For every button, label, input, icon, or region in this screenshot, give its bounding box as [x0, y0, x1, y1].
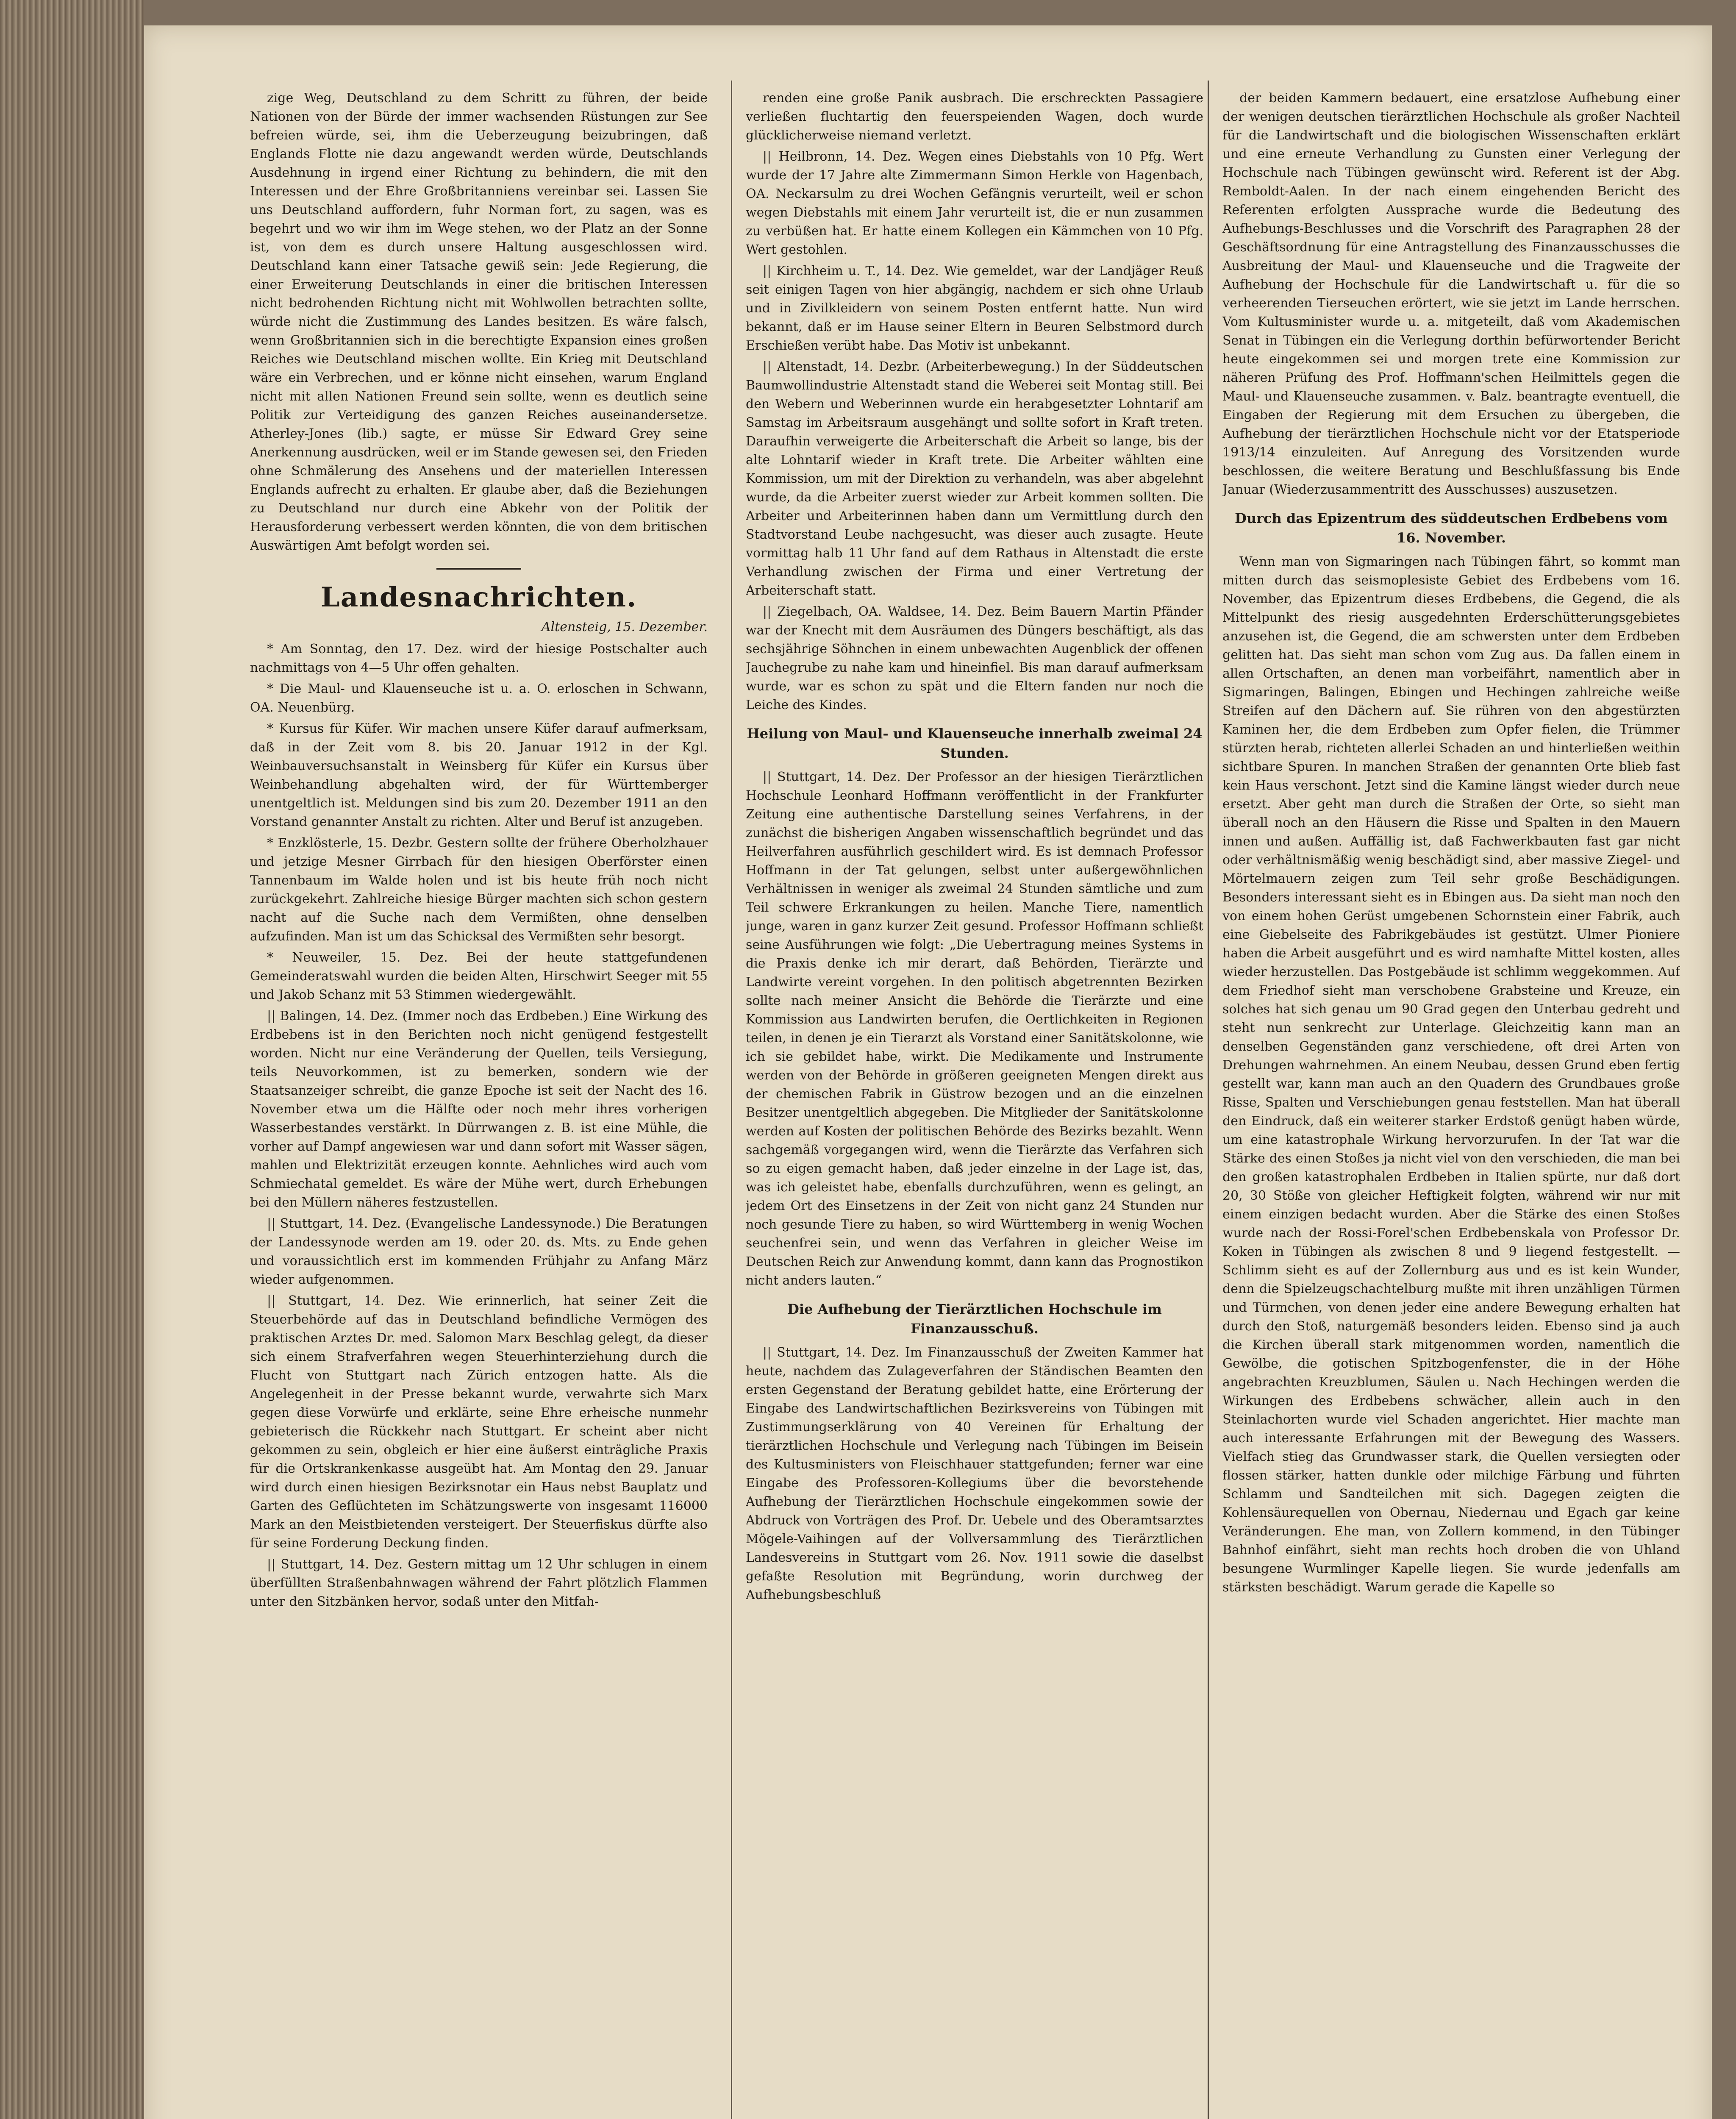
dateline: Altensteig, 15. Dezember. [541, 620, 708, 634]
column-rule [731, 81, 732, 2119]
article-paragraph: || Kirchheim u. T., 14. Dez. Wie gemeldet, war der Landjäger Reuß seit einigen Tagen von hier abgängig, nachdem er sich ohne Urlaub und in Zivilkleidern von seinem Posten entfernt hatte. Nun wird bekannt, daß er im Hause seiner Eltern in Beuren Selbstmord durch Erschießen verübt habe. Das Motiv ist unbekannt. [746, 264, 1203, 353]
article-paragraph: * Am Sonntag, den 17. Dez. wird der hiesige Postschalter auch nachmittags von 4—5 Uhr offen gehalten. [250, 642, 708, 675]
article-paragraph: der beiden Kammern bedauert, eine ersatzlose Aufhebung einer der wenigen deutschen tierärztlichen Hochschule als großer Nachteil für die Landwirtschaft und die biologischen Wissenschaften erklärt und eine erneute Verhandlung zu Gunsten einer Verlegung der Hochschule nach Tübingen gewünscht wird. Referent ist der Abg. Remboldt-Aalen. In der nach einem eingehenden Bericht des Referenten erfolgten Aussprache wurde die Bedeutung des Aufhebungs-Beschlusses und die Vorschrift des Paragraphen 28 der Geschäftsordnung für eine Antragstellung des Finanzausschusses die Ausbreitung der Maul- und Klauenseuche und die Tragweite der Aufhebung der Hochschule für die Landwirtschaft u. für die so verheerenden Tierseuchen erörtert, wie sie jetzt im Lande herrschen. Vom Kultusminister wurde u. a. mitgeteilt, daß vom Akademischen Senat in Tübingen ein die Verlegung dorthin befürwortender Bericht heute eingekommen sei und morgen trete eine Kommission zur näheren Prüfung des Prof. Hoffmann'schen Heilmittels gegen die Maul- und Klauenseuche zusammen. v. Balz. beantragte eventuell, die Eingaben der Regierung mit dem Ersuchen zu übergeben, die Aufhebung der tierärztlichen Hochschule nicht vor der Etatsperiode 1913/14 einzuleiten. Auf Anregung des Vorsitzenden wurde beschlossen, die weitere Beratung und Beschlußfassung bis Ende Januar (Wiederzusammentritt des Ausschusses) auszusetzen. [1222, 91, 1680, 497]
article-paragraph: * Die Maul- und Klauenseuche ist u. a. O. erloschen in Schwann, OA. Neuenbürg. [250, 681, 708, 715]
article-paragraph: || Stuttgart, 14. Dez. (Evangelische Landessynode.) Die Beratungen der Landessynode werden am 19. oder 20. ds. Mts. zu Ende gehen und voraussichtlich erst im kommenden Frühjahr zu Anfang März wieder aufgenommen. [250, 1216, 708, 1287]
book-binding-edge [0, 0, 144, 2119]
article-headline: Durch das Epizentrum des süddeutschen Erdbebens vom 16. November. [1235, 510, 1668, 546]
section-title: Landesnachrichten. [320, 581, 637, 613]
article-paragraph: || Ziegelbach, OA. Waldsee, 14. Dez. Beim Bauern Martin Pfänder war der Knecht mit dem Ausräumen des Düngers beschäftigt, als das sechsjährige Söhnchen in einem unbewachten Augenblick der offenen Jauchegrube zu nahe kam und hineinfiel. Bis man darauf aufmerksam wurde, war es schon zu spät und die Eltern fanden nur noch die Leiche des Kindes. [746, 604, 1203, 712]
article-headline: Heilung von Maul- und Klauenseuche innerhalb zweimal 24 Stunden. [747, 726, 1203, 761]
article-paragraph: zige Weg, Deutschland zu dem Schritt zu führen, der beide Nationen von der Bürde der immer wachsenden Rüstungen zur See befreien würde, sei, ihm die Ueberzeugung beizubringen, daß Englands Flotte nie dazu angewandt werden würde, Deutschlands Ausdehnung in irgend einer Richtung zu behindern, die mit den Interessen und der Ehre Großbritanniens vereinbar sei. Lassen Sie uns Deutschland auffordern, fuhr Norman fort, zu sagen, was es begehrt und wo wir ihm im Wege stehen, wo der Platz an der Sonne ist, von dem es durch unsere Haltung ausgeschlossen wird. Deutschland kann einer Tatsache gewiß sein: Jede Regierung, die einer Erweiterung Deutschlands in einer die britischen Interessen nicht bedrohenden Richtung nicht mit Wohlwollen betrachten sollte, würde nicht die Zustimmung des Landes besitzen. Es wäre falsch, wenn Großbritannien sich in die berechtigte Expansion eines großen Reiches wie Deutschland mischen wollte. Ein Krieg mit Deutschland wäre ein Verbrechen, und er könne nicht einsehen, warum England nicht mit allen Nationen Freund sein sollte, wenn es deutlich seine Politik zur Verteidigung des ganzen Reiches auseinandersetze. Atherley-Jones (lib.) sagte, er müsse Sir Edward Grey seine Anerkennung ausdrücken, weil er im Stande gewesen sei, den Frieden ohne Schmälerung des Ansehens und der materiellen Interessen Englands aufrecht zu erhalten. Er glaube aber, daß die Beziehungen zu Deutschland nur durch eine Abkehr von der Politik der Herausforderung verbessert werden könnten, die von dem britischen Auswärtigen Amt befolgt worden sei. [250, 91, 708, 553]
article-paragraph: || Stuttgart, 14. Dez. Der Professor an der hiesigen Tierärztlichen Hochschule Leonhard Hoffmann veröffentlicht in der Frankfurter Zeitung eine authentische Darstellung seines Verfahrens, in der zunächst die bisherigen Angaben wissenschaftlich begründet und das Heilverfahren ausführlich geschildert wird. Es ist demnach Professor Hoffmann in der Tat gelungen, selbst unter außergewöhnlichen Verhältnissen in weniger als zweimal 24 Stunden sämtliche und zum Teil schwere Erkrankungen zu heilen. Manche Tiere, namentlich junge, waren in ganz kurzer Zeit gesund. Professor Hoffmann schließt seine Ausführungen wie folgt: „Die Uebertragung meines Systems in die Praxis denke ich mir derart, daß Behörden, Tierärzte und Landwirte vereint vorgehen. In den politisch abgetrennten Bezirken sollte nach meiner Ansicht die Behörde die Tierärzte und eine Kommission aus Landwirten berufen, die Oertlichkeiten in Regionen teilen, in denen je ein Tierarzt als Vorstand einer Sanitätskolonne, wie ich sie gebildet habe, wirkt. Die Medikamente und Instrumente werden von der Behörde in größeren geeigneten Mengen direkt aus der chemischen Fabrik in Güstrow bezogen und an die einzelnen Besitzer unentgeltlich abgegeben. Die Mitglieder der Sanitätskolonne werden auf Kosten der politischen Behörde des Bezirks bezahlt. Wenn sachgemäß vorgegangen wird, wenn die Tierärzte das Verfahren sich so zu eigen gemacht haben, daß jeder einzelne in der Lage ist, das, was ich geleistet habe, ebenfalls durchzuführen, wenn es gelingt, an jedem Ort des Einsetzens in der Zeit von nicht ganz 24 Stunden nur noch gesunde Tiere zu haben, so wird Württemberg in wenig Wochen seuchenfrei sein, und wenn das Verfahren in gleicher Weise im Deutschen Reich zur Anwendung kommt, dann kann das Prognostikon nicht anders lauten.“ [746, 770, 1203, 1288]
column-2 [746, 89, 1203, 2119]
article-paragraph: * Neuweiler, 15. Dez. Bei der heute stattgefundenen Gemeinderatswahl wurden die beiden Alten, Hirschwirt Seeger mit 55 und Jakob Schanz mit 53 Stimmen wiedergewählt. [250, 950, 708, 1002]
article-paragraph: || Altenstadt, 14. Dezbr. (Arbeiterbewegung.) In der Süddeutschen Baumwollindustrie Altenstadt stand die Weberei seit Montag still. Bei den Webern und Weberinnen wurde ein herabgesetzter Lohntarif am Samstag im Arbeitsraum ausgehängt und sollte sofort in Kraft treten. Daraufhin verweigerte die Arbeiterschaft die Arbeit so lange, bis der alte Lohntarif wieder in Kraft trete. Die Arbeiter wählten eine Kommission, um mit der Direktion zu verhandeln, was aber abgelehnt wurde, da die Arbeiter zuerst wieder zur Arbeit kommen sollten. Die Arbeiter und Arbeiterinnen haben dann um Vermittlung durch den Stadtvorstand Leube nachgesucht, was dieser auch zusagte. Heute vormittag halb 11 Uhr fand auf dem Rathaus in Altenstadt die erste Verhandlung zwischen der Firma und einer Vertretung der Arbeiterschaft statt. [746, 359, 1203, 598]
article-paragraph: || Balingen, 14. Dez. (Immer noch das Erdbeben.) Eine Wirkung des Erdbebens ist in den Berichten noch nicht genügend festgestellt worden. Nicht nur eine Veränderung der Quellen, teils Versiegung, teils Neuvorkommen, ist zu bemerken, sondern wie der Staatsanzeiger schreibt, die ganze Epoche ist seit der Nacht des 16. November etwa um die Hälfte oder noch mehr ihres vorherigen Wasserbestandes verstärkt. In Dürrwangen z. B. ist eine Mühle, die vorher auf Dampf angewiesen war und dann sofort mit Wasser sägen, mahlen und Elektrizität erzeugen konnte. Aehnliches wird auch vom Schmiechatal gemeldet. Es wäre der Mühe wert, durch Erhebungen bei den Müllern näheres festzustellen. [250, 1009, 708, 1210]
newspaper-page [144, 25, 1712, 2119]
article-paragraph: || Heilbronn, 14. Dez. Wegen eines Diebstahls von 10 Pfg. Wert wurde der 17 Jahre alte Zimmermann Simon Herkle von Hagenbach, OA. Neckarsulm zu drei Wochen Gefängnis verurteilt, weil er schon wegen Diebstahls mit einem Jahr verurteilt ist, die er nun zusammen zu verbüßen hat. Er hatte einem Kollegen ein Kämmchen von 10 Pfg. Wert gestohlen. [746, 149, 1203, 257]
article-paragraph: || Stuttgart, 14. Dez. Im Finanzausschuß der Zweiten Kammer hat heute, nachdem das Zulageverfahren der Ständischen Beamten den ersten Gegenstand der Beratung gebildet hatte, eine Erörterung der Eingabe des Landwirtschaftlichen Bezirksvereins von Tübingen mit Zustimmungserklärung von 40 Vereinen für Erhaltung der tierärztlichen Hochschule und Verlegung nach Tübingen im Beisein des Kultusministers von Fleischhauer stattgefunden; ferner war eine Eingabe des Professoren-Kollegiums über die bevorstehende Aufhebung der Tierärztlichen Hochschule eingekommen sowie der Abdruck von Vorträgen des Prof. Dr. Uebele und des Oberamtsarztes Mögele-Vaihingen auf der Vollversammlung des Tierärztlichen Landesvereins in Stuttgart vom 26. Nov. 1911 sowie die daselbst gefaßte Resolution mit Begründung, worin durchweg der Aufhebungsbeschluß [746, 1345, 1203, 1602]
article-paragraph: * Kursus für Küfer. Wir machen unsere Küfer darauf aufmerksam, daß in der Zeit vom 8. bis 20. Januar 1912 in der Kgl. Weinbauversuchsanstalt in Weinsberg für Küfer ein Kursus über Weinbehandlung abgehalten wird, der für Württemberger unentgeltlich ist. Meldungen sind bis zum 20. Dezember 1911 an den Vorstand genannter Anstalt zu richten. Alter und Beruf ist anzugeben. [250, 721, 708, 829]
column-1 [250, 89, 708, 2119]
article-paragraph: || Stuttgart, 14. Dez. Wie erinnerlich, hat seiner Zeit die Steuerbehörde auf das in Deutschland befindliche Vermögen des praktischen Arztes Dr. med. Salomon Marx Beschlag gelegt, da dieser sich einem Strafverfahren wegen Steuerhinterziehung durch die Flucht von Stuttgart nach Zürich entzogen hatte. Als die Angelegenheit in der Presse bekannt wurde, verwahrte sich Marx gegen diese Vorwürfe und erklärte, seine Ehre erheische nunmehr gebieterisch die Rückkehr nach Stuttgart. Er scheint aber nicht gekommen zu sein, obgleich er hier eine äußerst einträgliche Praxis für die Ortskrankenkasse ausgeübt hat. Am Montag den 29. Januar wird durch einen hiesigen Bezirksnotar ein Haus nebst Bauplatz und Garten des Geflüchteten im Schätzungswerte von insgesamt 116000 Mark an den Meistbietenden versteigert. Der Steuerfiskus dürfte also für seine Forderung Deckung finden. [250, 1293, 708, 1551]
article-headline: Die Aufhebung der Tierärztlichen Hochschule im Finanzausschuß. [787, 1301, 1162, 1337]
column-3 [1222, 89, 1680, 2119]
article-paragraph: Wenn man von Sigmaringen nach Tübingen fährt, so kommt man mitten durch das seismoplesiste Gebiet des Erdbebens vom 16. November, das Epizentrum dieses Erdbebens, die Gegend, die als Mittelpunkt des riesig ausgedehnten Erderschütterungsgebietes anzusehen ist, die Gegend, die am schwersten unter dem Erdbeben gelitten hat. Das sieht man schon vom Zug aus. Da fallen einem in allen Ortschaften, an denen man vorbeifährt, namentlich aber in Sigmaringen, Balingen, Ebingen und Hechingen zahlreiche weiße Streifen auf den Dächern auf. Sie rühren von den abgestürzten Kaminen her, die dem Erdbeben zum Opfer fielen, die Trümmer stürzten herab, richteten allerlei Schaden an und hinterließen weithin sichtbare Spuren. In manchen Straßen der genannten Orte blieb fast kein Haus verschont. Jetzt sind die Kamine längst wieder durch neue ersetzt. Aber geht man durch die Straßen der Orte, so sieht man überall noch an den Häusern die Risse und Spalten in den Mauern innen und außen. Auffällig ist, daß Fachwerkbauten fast gar nicht oder verhältnismäßig wenig beschädigt sind, aber massive Ziegel- und Mörtelmauern zeigen zum Teil sehr große Beschädigungen. Besonders interessant sieht es in Ebingen aus. Da sieht man noch den von einem hohen Gerüst umgebenen Schornstein einer Fabrik, auch eine Giebelseite des Fabrikgebäudes ist gestützt. Ulmer Pioniere haben die Arbeit ausgeführt und es wird namhafte Mittel kosten, alles wieder herzustellen. Das Postgebäude ist schlimm weggekommen. Auf dem Friedhof sieht man verschobene Grabsteine und Kreuze, ein solches hat sich genau um 90 Grad gegen den Unterbau gedreht und steht nun senkrecht zur Unterlage. Gleichzeitig kann man an denselben Gegenständen ganz verschiedene, oft drei Arten von Drehungen wahrnehmen. An einem Neubau, dessen Grund eben fertig gestellt war, kann man auch an den Quadern des Grundbaues große Risse, Spalten und Verschiebungen genau feststellen. Man hat überall den Eindruck, daß ein weiterer starker Erdstoß genügt haben würde, um eine katastrophale Wirkung hervorzurufen. In der Tat war die Stärke des einen Stoßes ja nicht viel von den verschieden, die man bei den großen katastrophalen Erdbeben in Italien spürte, nur daß dort 20, 30 Stöße von gleicher Heftigkeit folgten, während wir nur mit einem einzigen bedacht wurden. Aber die Stärke des einen Stoßes wurde nach der Rossi-Forel'schen Erdbebenskala von Professor Dr. Koken in Tübingen als zwischen 8 und 9 liegend festgestellt. — Schlimm sieht es auf der Zollernburg aus und es ist kein Wunder, denn die Spielzeugschachtelburg mußte mit ihren unzähligen Türmen und Türmchen, von denen jeder eine andere Bewegung erhalten hat durch den Stoß, naturgemäß besonders leiden. Ebenso sind ja auch die Kirchen überall stark mitgenommen worden, namentlich die Gewölbe, die gotischen Spitzbogenfenster, die in der Höhe angebrachten Kreuzblumen, Säulen u. Nach Hechingen werden die Wirkungen des Erdbebens schwächer, allein auch in den Steinlachorten wurde viel Schaden angerichtet. Hier machte man auch interessante Erfahrungen mit der Bewegung des Wassers. Vielfach stieg das Grundwasser stark, die Quellen versiegten oder flossen stärker, hatten dunkle oder milchige Färbung und führten Schlamm und Sandteilchen mit sich. Dagegen zeigten die Kohlensäurequellen von Obernau, Niedernau und Egach gar keine Veränderungen. Ehe man, von Zollern kommend, in den Tübinger Bahnhof einfährt, sieht man rechts hoch droben die von Uhland besungene Wurmlinger Kapelle liegen. Sie wurde jedenfalls am stärksten beschädigt. Warum gerade die Kapelle so [1222, 554, 1680, 1595]
section-divider [436, 568, 521, 570]
column-rule [1208, 81, 1209, 2119]
article-paragraph: renden eine große Panik ausbrach. Die erschreckten Passagiere verließen fluchtartig den feuerspeienden Wagen, doch wurde glücklicherweise niemand verletzt. [746, 91, 1203, 143]
article-paragraph: * Enzklösterle, 15. Dezbr. Gestern sollte der frühere Oberholzhauer und jetzige Mesner Girrbach für den hiesigen Oberförster einen Tannenbaum im Walde holen und ist bis heute früh noch nicht zurückgekehrt. Zahlreiche hiesige Bürger machten sich schon gestern nacht auf die Suche nach dem Vermißten, ohne denselben aufzufinden. Man ist um das Schicksal des Vermißten sehr besorgt. [250, 836, 708, 944]
article-paragraph: || Stuttgart, 14. Dez. Gestern mittag um 12 Uhr schlugen in einem überfüllten Straßenbahnwagen während der Fahrt plötzlich Flammen unter den Sitzbänken hervor, sodaß unter den Mitfah- [250, 1557, 708, 1609]
